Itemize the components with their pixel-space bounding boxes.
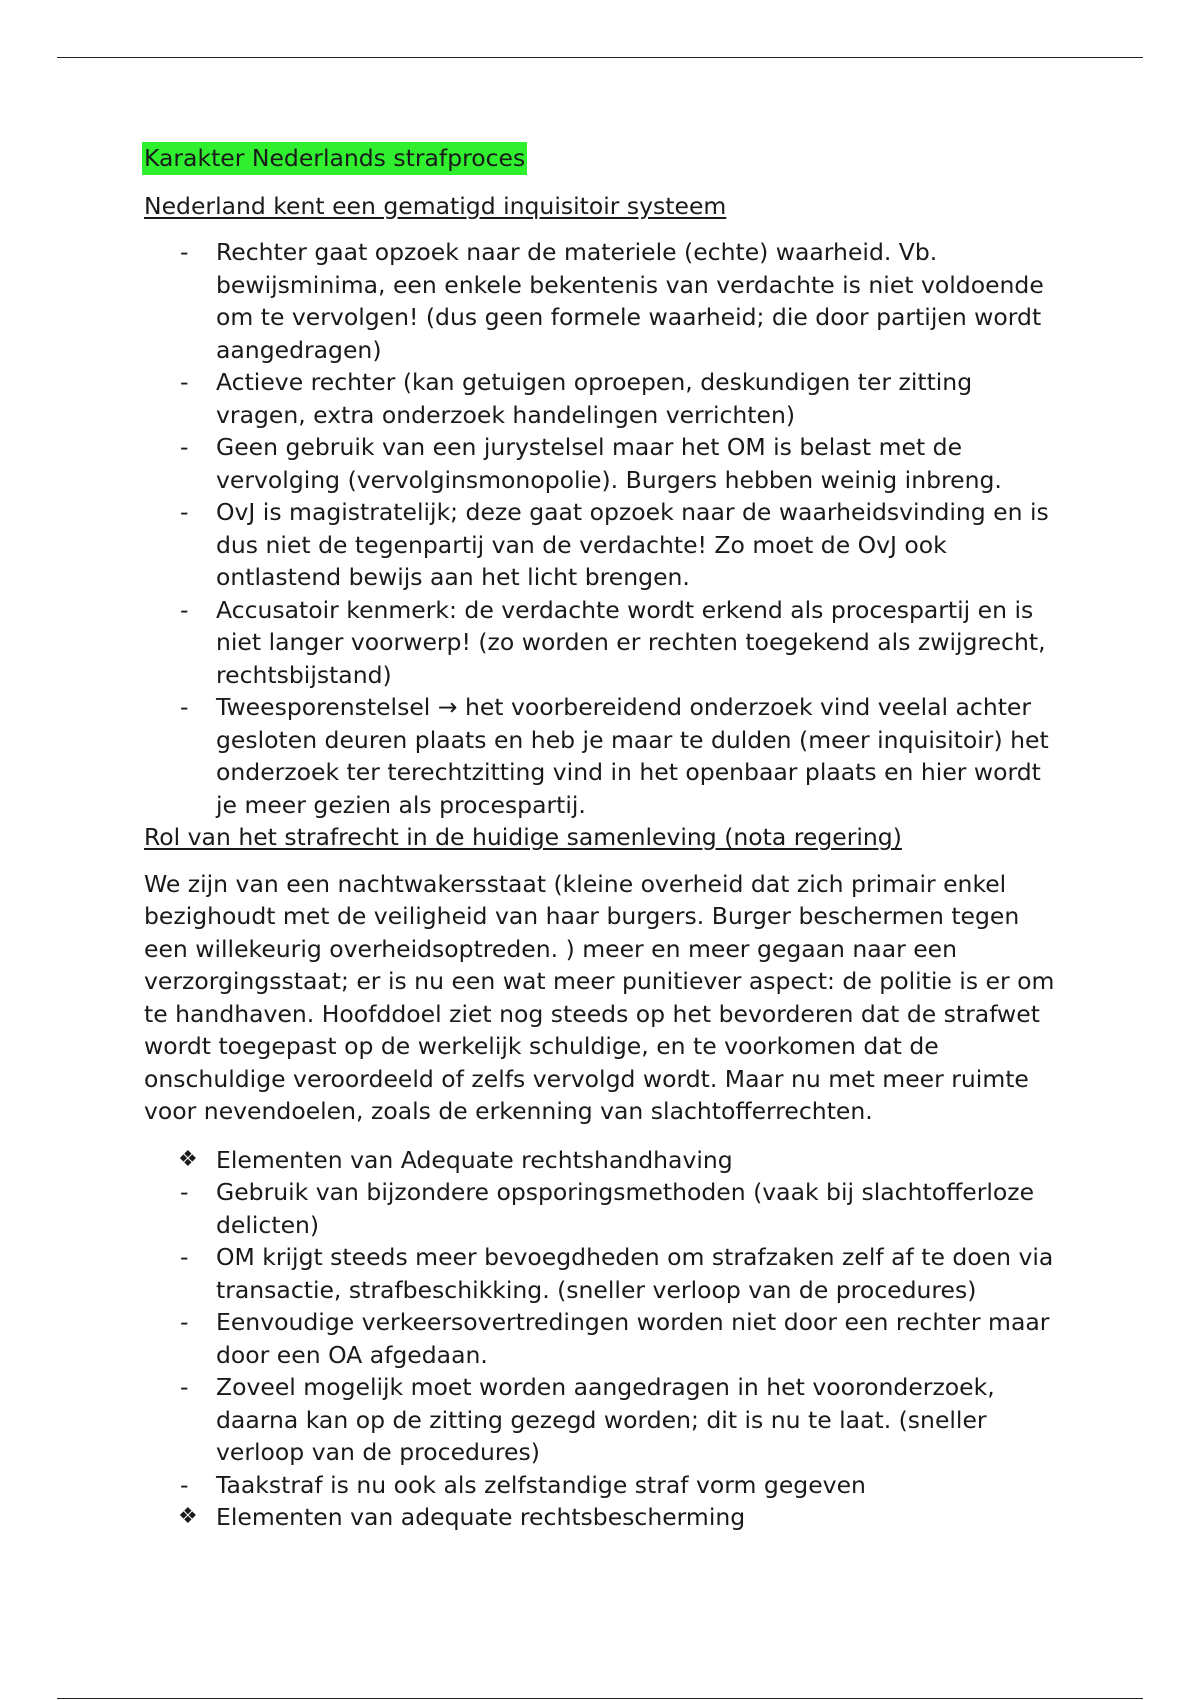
list-item xyxy=(144,1241,1064,1306)
list-item xyxy=(144,1469,1064,1502)
dash-marker: - xyxy=(180,1470,189,1499)
list-item-text: Actieve rechter (kan getuigen oproepen, deskundigen ter zitting vragen, extra onderzoek handelingen verrichten) xyxy=(216,368,973,429)
list-item-text: Zoveel mogelijk moet worden aangedragen in het vooronderzoek, daarna kan op de zitting gezegd worden; dit is nu te laat. (sneller verloop van de procedures) xyxy=(216,1373,995,1466)
highlighted-heading: Karakter Nederlands strafproces xyxy=(142,142,527,175)
section1-list xyxy=(144,236,1064,821)
dash-marker: - xyxy=(180,595,189,624)
list-item-text: OvJ is magistratelijk; deze gaat opzoek naar de waarheidsvinding en is dus niet de tegenpartij van de verdachte! Zo moet de OvJ ook ontlastend bewijs aan het licht brengen. xyxy=(216,498,1049,591)
list-item-text: Tweesporenstelsel → het voorbereidend onderzoek vind veelal achter gesloten deuren plaats en heb je maar te dulden (meer inquisitoir) het onderzoek ter terechtzitting vind in het openbaar plaats en hier wordt je meer gezien als procespartij. xyxy=(216,693,1049,819)
list-item xyxy=(144,236,1064,366)
list-item xyxy=(144,1176,1064,1241)
list-item xyxy=(144,1144,1064,1177)
dash-marker: - xyxy=(180,433,189,461)
document-body xyxy=(144,142,1064,1534)
list-item-text: Geen gebruik van een jurystelsel maar het OM is belast met de vervolging (vervolginsmonopolie). Burgers hebben weinig inbreng. xyxy=(216,433,1002,494)
list-item xyxy=(144,431,1064,496)
list-item-text: Accusatoir kenmerk: de verdachte wordt erkend als procespartij en is niet langer voorwerp! (zo worden er rechten toegekend als zwijgrecht, rechtsbijstand) xyxy=(216,595,1046,689)
list-item xyxy=(144,1306,1064,1371)
dash-marker: - xyxy=(180,368,189,396)
dash-marker: - xyxy=(180,1308,189,1336)
list-item-text: Taakstraf is nu ook als zelfstandige straf vorm gegeven xyxy=(216,1470,866,1499)
diamond-bullet-icon: ❖ xyxy=(178,1146,198,1172)
list-item xyxy=(144,1501,1064,1534)
list-item xyxy=(144,1371,1064,1469)
list-item xyxy=(144,691,1064,821)
list-item-text: Elementen van adequate rechtsbescherming xyxy=(216,1503,746,1531)
top-rule xyxy=(57,57,1143,58)
section2-title: Rol van het strafrecht in de huidige samenleving (nota regering) xyxy=(144,823,902,851)
dash-marker: - xyxy=(180,693,189,721)
list-item xyxy=(144,496,1064,594)
diamond-bullet-icon: ❖ xyxy=(178,1504,198,1529)
list-item-text: Gebruik van bijzondere opsporingsmethoden (vaak bij slachtofferloze delicten) xyxy=(216,1178,1035,1239)
list-item-text: OM krijgt steeds meer bevoegdheden om strafzaken zelf af te doen via transactie, strafbeschikking. (sneller verloop van de procedures) xyxy=(216,1243,1054,1304)
dash-marker: - xyxy=(180,238,189,266)
bottom-rule xyxy=(57,1698,1143,1699)
list-item xyxy=(144,594,1064,692)
list-item xyxy=(144,366,1064,431)
list-item-text: Elementen van Adequate rechtshandhaving xyxy=(216,1145,733,1174)
section2-paragraph: We zijn van een nachtwakersstaat (kleine overheid dat zich primair enkel bezighoudt met de veiligheid van haar burgers. Burger beschermen tegen een willekeurig overheidsoptreden. ) meer en meer gegaan naar een verzorgingsstaat; er is nu een wat meer punitiever aspect: de politie is er om te handhaven. Hoofddoel ziet nog steeds op het bevorderen dat de strafwet wordt toegepast op de werkelijk schuldige, en te voorkomen dat de onschuldige veroordeeld of zelfs vervolgd wordt. Maar nu met meer ruimte voor nevendoelen, zoals de erkenning van slachtofferrechten. xyxy=(144,869,1055,1125)
section1-title: Nederland kent een gematigd inquisitoir systeem xyxy=(144,191,727,220)
dash-marker: - xyxy=(180,1178,189,1206)
dash-marker: - xyxy=(180,1373,189,1401)
dash-marker: - xyxy=(180,1243,189,1271)
list-item-text: Rechter gaat opzoek naar de materiele (echte) waarheid. Vb. bewijsminima, een enkele bekentenis van verdachte is niet voldoende om te vervolgen! (dus geen formele waarheid; die door partijen wordt aangedragen) xyxy=(216,238,1044,364)
list-item-text: Eenvoudige verkeersovertredingen worden niet door een rechter maar door een OA afgedaan. xyxy=(216,1308,1050,1369)
section2-list xyxy=(144,1144,1064,1534)
dash-marker: - xyxy=(180,498,189,526)
